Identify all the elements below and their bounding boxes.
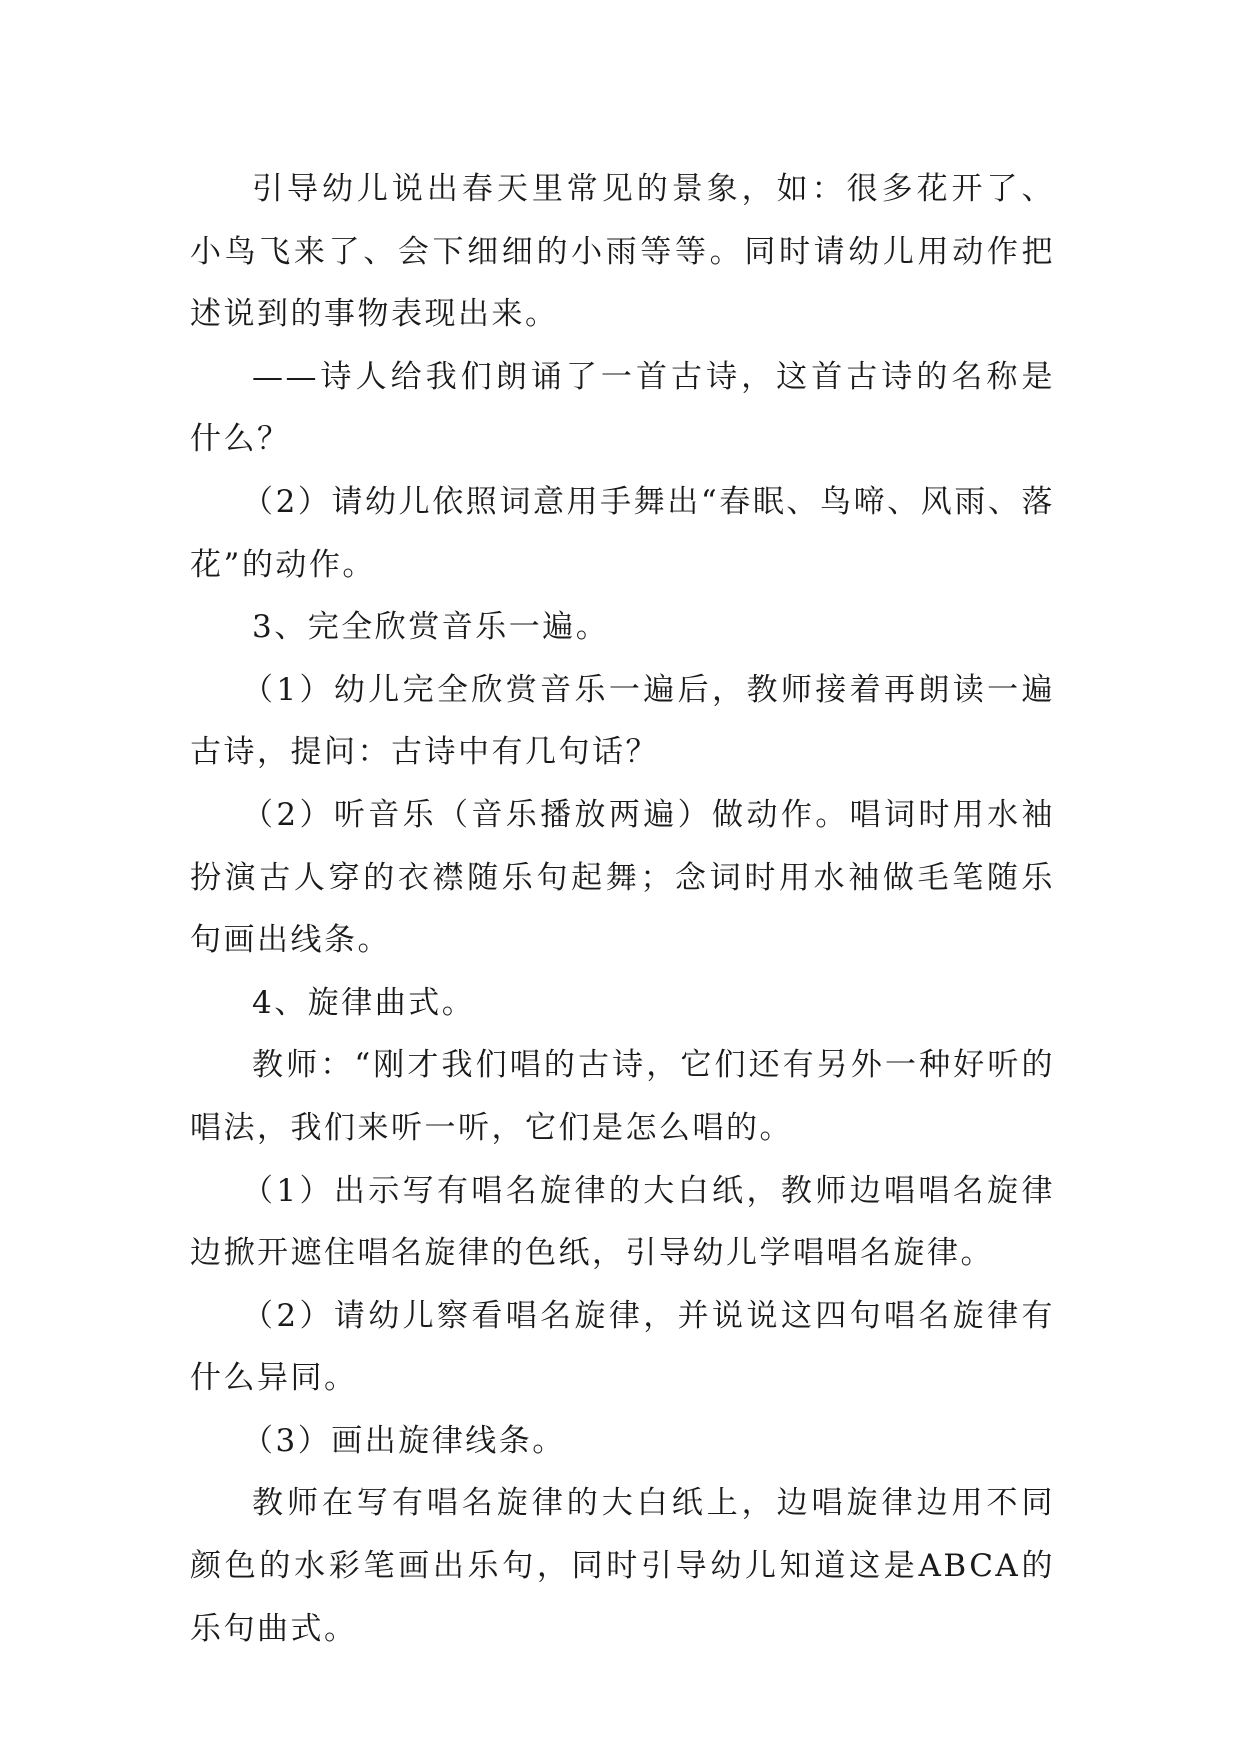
document-body	[190, 158, 1055, 1660]
paragraph-section-4: 4、旋律曲式。	[252, 984, 476, 1021]
paragraph-step-2-2: （2）请幼儿依照词意用手舞出“春眠、鸟啼、风雨、落花”的动作。	[190, 483, 1055, 583]
paragraph-step-4-3: （3）画出旋律线条。	[242, 1422, 566, 1459]
paragraph-step-4-2: （2）请幼儿察看唱名旋律，并说说这四句唱名旋律有什么异同。	[190, 1297, 1055, 1397]
paragraph-spring-scenes: 引导幼儿说出春天里常见的景象，如：很多花开了、小鸟飞来了、会下细细的小雨等等。同时请幼儿用动作把述说到的事物表现出来。	[190, 171, 1055, 333]
paragraph-step-4-1: （1）出示写有唱名旋律的大白纸，教师边唱唱名旋律边掀开遮住唱名旋律的色纸，引导幼儿学唱唱名旋律。	[190, 1172, 1055, 1272]
paragraph-section-3: 3、完全欣赏音乐一遍。	[252, 609, 610, 646]
paragraph-step-3-2: （2）听音乐（音乐播放两遍）做动作。唱词时用水袖扮演古人穿的衣襟随乐句起舞；念词时用水袖做毛笔随乐句画出线条。	[190, 796, 1055, 959]
paragraph-teacher-speech: 教师：“刚才我们唱的古诗，它们还有另外一种好听的唱法，我们来听一听，它们是怎么唱的。	[190, 1047, 1055, 1146]
paragraph-step-3-1: （1）幼儿完全欣赏音乐一遍后，教师接着再朗读一遍古诗，提问：古诗中有几句话？	[190, 671, 1055, 771]
paragraph-poem-question: ——诗人给我们朗诵了一首古诗，这首古诗的名称是什么？	[190, 358, 1055, 458]
paragraph-abca-form: 教师在写有唱名旋律的大白纸上，边唱旋律边用不同颜色的水彩笔画出乐句，同时引导幼儿知道这是ABCA的乐句曲式。	[190, 1485, 1055, 1647]
